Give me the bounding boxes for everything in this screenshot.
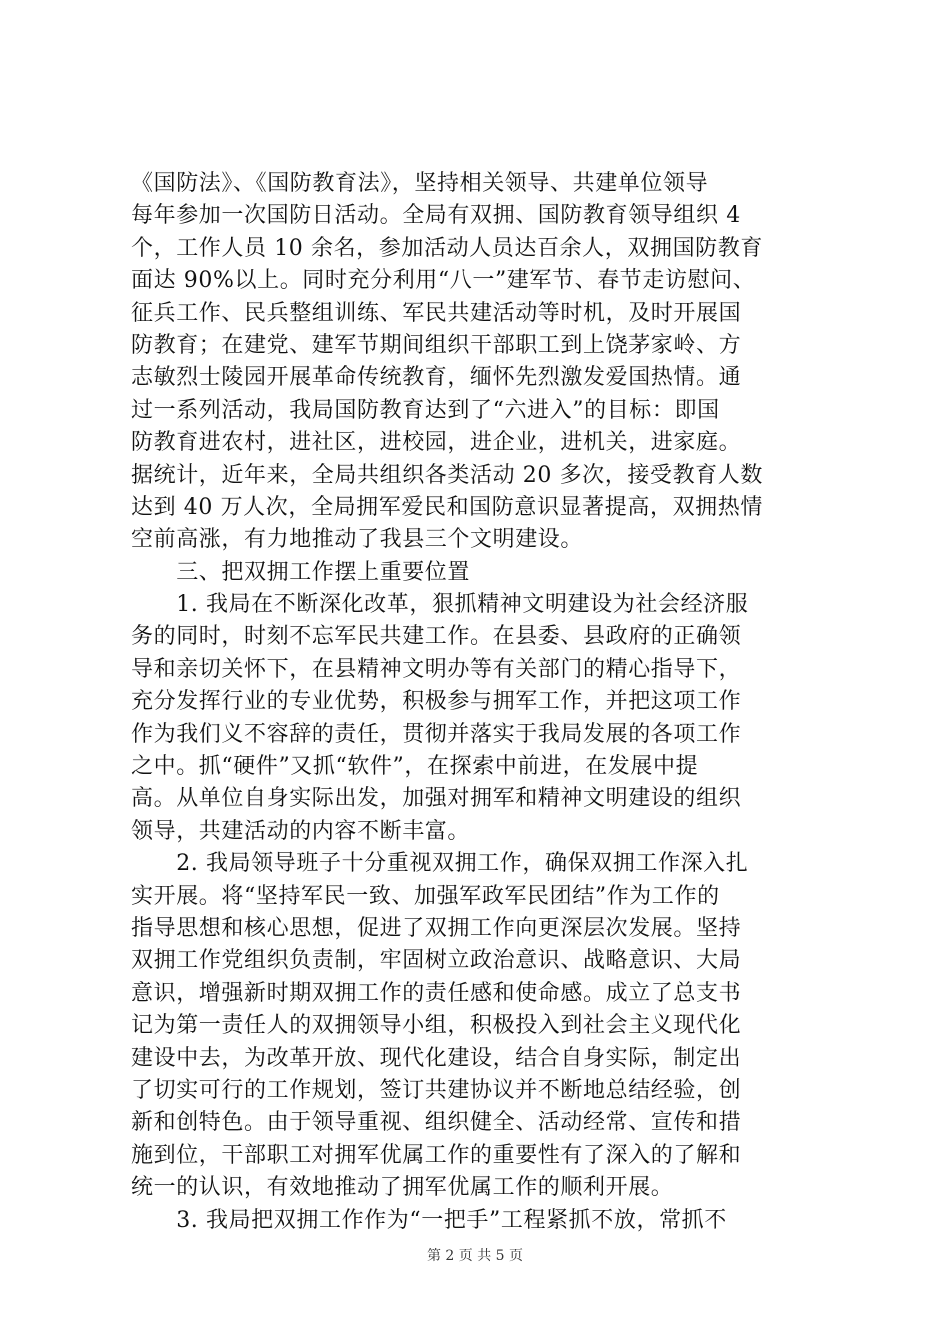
text-line: 务的同时，时刻不忘军民共建工作。在县委、县政府的正确领 [131, 624, 742, 650]
text-line: 双拥工作党组织负责制，牢固树立政治意识、战略意识、大局 [131, 948, 742, 974]
page-number-footer: 第 2 页 共 5 页 [426, 1248, 524, 1264]
text-line: 防教育进农村，进社区，进校园，进企业，进机关，进家庭。 [131, 430, 742, 456]
text-line: 面达 90%以上。同时充分利用“八一”建军节、春节走访慰问、 [131, 268, 756, 294]
text-line: 新和创特色。由于领导重视、组织健全、活动经常、宣传和措 [131, 1110, 742, 1136]
text-line: 记为第一责任人的双拥领导小组，积极投入到社会主义现代化 [131, 1013, 742, 1039]
text-line: 1. 我局在不断深化改革，狠抓精神文明建设为社会经济服 [131, 592, 749, 618]
text-line: 3. 我局把双拥工作作为“一把手”工程紧抓不放，常抓不 [131, 1207, 727, 1233]
text-line: 每年参加一次国防日活动。全局有双拥、国防教育领导组织 4 [131, 203, 741, 229]
text-line: 达到 40 万人次，全局拥军爱民和国防意识显著提高，双拥热情 [131, 494, 763, 520]
text-line: 征兵工作、民兵整组训练、军民共建活动等时机，及时开展国 [131, 300, 742, 326]
text-line: 施到位，干部职工对拥军优属工作的重要性有了深入的了解和 [131, 1142, 742, 1168]
text-line: 过一系列活动，我局国防教育达到了“六进入”的目标：即国 [131, 397, 720, 423]
text-line: 指导思想和核心思想，促进了双拥工作向更深层次发展。坚持 [131, 915, 742, 941]
section-heading: 三、把双拥工作摆上重要位置 [131, 559, 471, 585]
text-line: 个，工作人员 10 余名，参加活动人员达百余人，双拥国防教育 [131, 235, 763, 261]
text-line: 据统计，近年来，全局共组织各类活动 20 多次，接受教育人数 [131, 462, 763, 488]
text-line: 实开展。将“坚持军民一致、加强军政军民团结”作为工作的 [131, 883, 720, 909]
body-text [131, 168, 831, 1237]
text-line: 充分发挥行业的专业优势，积极参与拥军工作，并把这项工作 [131, 689, 742, 715]
text-line: 高。从单位自身实际出发，加强对拥军和精神文明建设的组织 [131, 786, 742, 812]
text-line: 统一的认识，有效地推动了拥军优属工作的顺利开展。 [131, 1175, 674, 1201]
text-line: 防教育；在建党、建军节期间组织干部职工到上饶茅家岭、方 [131, 332, 742, 358]
text-line: 空前高涨，有力地推动了我县三个文明建设。 [131, 527, 584, 553]
text-line: 志敏烈士陵园开展革命传统教育，缅怀先烈激发爱国热情。通 [131, 365, 742, 391]
text-line: 意识，增强新时期双拥工作的责任感和使命感。成立了总支书 [131, 980, 742, 1006]
text-line: 建设中去，为改革开放、现代化建设，结合自身实际，制定出 [131, 1045, 742, 1071]
text-line: 领导，共建活动的内容不断丰富。 [131, 818, 471, 844]
text-line: 了切实可行的工作规划，签订共建协议并不断地总结经验，创 [131, 1077, 742, 1103]
text-line: 导和亲切关怀下，在县精神文明办等有关部门的精心指导下， [131, 656, 742, 682]
text-line: 之中。抓“硬件”又抓“软件”，在探索中前进，在发展中提 [131, 754, 699, 780]
text-line: 2. 我局领导班子十分重视双拥工作，确保双拥工作深入扎 [131, 851, 749, 877]
text-line: 作为我们义不容辞的责任，贯彻并落实于我局发展的各项工作 [131, 721, 742, 747]
text-line: 《国防法》、《国防教育法》，坚持相关领导、共建单位领导 [131, 171, 709, 196]
